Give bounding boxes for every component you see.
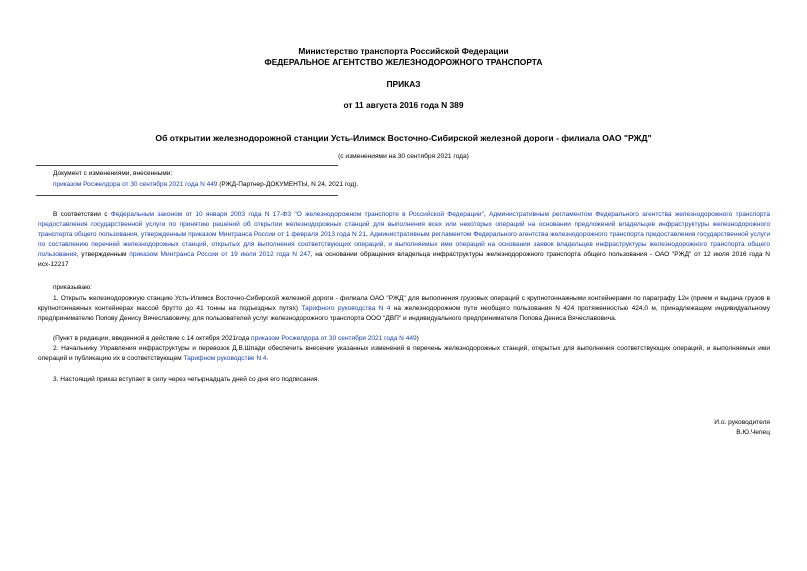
doc-type: ПРИКАЗ [386, 79, 421, 89]
item-2 [38, 344, 770, 364]
preamble-text: В соответствии с [53, 211, 111, 218]
order-word [38, 283, 770, 293]
changes-box-line [53, 180, 358, 190]
item-3-text: 3. Настоящий приказ вступает в силу через четырнадцать дней со дня его подписания. [53, 376, 320, 383]
item-1-note-text: ) [416, 335, 419, 342]
changes-amendment-link[interactable]: приказом Росжелдора от 30 сентября 2021 года N 449 [53, 181, 218, 188]
preamble [38, 210, 770, 270]
item-1-text: на железнодорожном пути необщего пользования N 424 протяженностью 424,0 м, принадлежащем индивидуальному предпринимателю Попову Денису Вячеславовичу, для пользователей услуг железнодорожного транспорта ООО "ДВП" и индивидуального предпринимателя Попова Дениса Вячеславовича. [38, 305, 770, 322]
item-2-text: 2. Начальнику Управления инфраструктуры и перевозок Д.В.Шпади обеспечить внесение указанных изменений в перечень железнодорожных станций, открытых для выполнения соответствующих операций, и выполняемых ими операций и публикацию их в соответствующем [38, 345, 770, 362]
amendment-order-link[interactable]: приказом Росжелдора от 30 сентября 2021 года N 449 [251, 335, 417, 342]
item-1-note [38, 334, 770, 344]
admin-regulation-link-2[interactable]: Административным регламентом Федерального агентства железнодорожного транспорта предоставления государственной услуги по составлению перечней железнодорожных станций, открытых для выполнения соответствующих операций, и выполняемых ими операций на основании заявок владельцев инфраструктуры железнодорожного транспорта общего пользования [38, 231, 770, 258]
preamble-text: , [365, 231, 370, 238]
item-1-note-text: (Пункт в редакции, введенной в действие с 14 октября 2021года [53, 335, 252, 342]
admin-regulation-link-1[interactable]: Административным регламентом Федерального агентства железнодорожного транспорта предоставления государственной услуги по принятию решений об открытии железнодорожных станций для выполнения всех или некоторых операций на основании предложений владельцев инфраструктуры железнодорожного транспорта общего пользования, утвержденным приказом Минтранса России от 1 февраля 2013 года N 21 [38, 211, 770, 238]
changes-box-top-rule [36, 165, 338, 166]
preamble-text: , [483, 211, 489, 218]
tariff-guide-link[interactable]: Тарифного руководства N 4 [301, 305, 391, 312]
document-title: Об открытии железнодорожной станции Усть-Илимск Восточно-Сибирской железной дороги - филиала ОАО "РЖД" [155, 133, 652, 143]
tariff-guide-link-2[interactable]: Тарифном руководстве N 4 [183, 355, 267, 362]
agency-name: ФЕДЕРАЛЬНОЕ АГЕНТСТВО ЖЕЛЕЗНОДОРОЖНОГО ТРАНСПОРТА [264, 57, 543, 67]
item-2-text: . [266, 355, 269, 362]
mintrans-order-link[interactable]: приказом Минтранса России от 19 июля 2012 года N 247 [129, 251, 311, 258]
item-1-text: 1. Открыть железнодорожную станцию Усть-Илимск Восточно-Сибирской железной дороги - филиала ОАО "РЖД" для выполнения грузовых операций с крупнотоннажными контейнерами по параграфу 12н (прием и выдача грузов в крупнотоннажных контейнерах массой брутто до 41 тонны на подъездных путях) [38, 295, 770, 312]
signatory-name: В.Ю.Чепец [736, 429, 770, 436]
order-word-text: приказываю: [53, 284, 92, 291]
changes-box-label: Документ с изменениями, внесенными: [53, 170, 173, 177]
preamble-text: , утвержденным [76, 251, 130, 258]
item-1 [38, 294, 770, 324]
item-3 [38, 375, 770, 385]
changes-box-bottom-rule [36, 195, 338, 196]
changes-box-tail: (РЖД-Партнер-ДОКУМЕНТЫ, N 24, 2021 год). [217, 181, 359, 188]
signatory-position: И.о. руководителя [714, 419, 770, 426]
revision-note: (с изменениями на 30 сентября 2021 года) [338, 153, 469, 160]
ministry-name: Министерство транспорта Российской Федерации [298, 46, 509, 56]
preamble-text: , на основании обращения владельца инфраструктуры железнодорожного транспорта общего пользования - ОАО "РЖД" от 12 июля 2016 года N исх-12217 [38, 251, 770, 268]
doc-date-number: от 11 августа 2016 года N 389 [343, 100, 464, 110]
federal-law-link[interactable]: Федеральным законом от 10 января 2003 года N 17-ФЗ "О железнодорожном транспорте в Российской Федерации" [110, 211, 484, 218]
